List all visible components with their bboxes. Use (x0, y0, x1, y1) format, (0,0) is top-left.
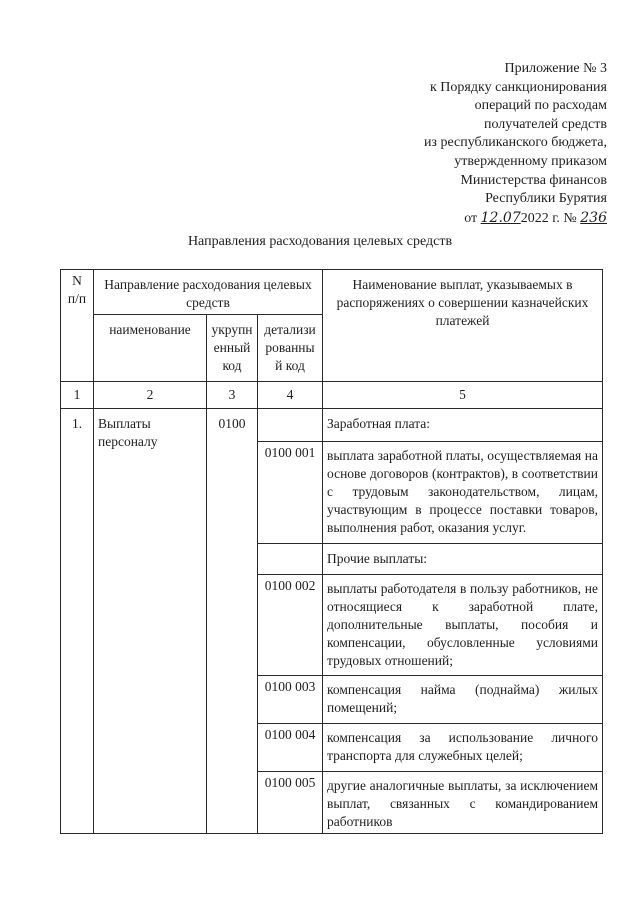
date-suffix: 2022 г. № (520, 210, 577, 226)
item-text: Прочие выплаты: (323, 544, 603, 575)
item-code: 0100 001 (258, 442, 323, 544)
appendix-line: из республиканского бюджета, (423, 135, 607, 151)
row-aggregated-code: 0100 (207, 409, 258, 834)
appendix-line: получателей средств (483, 116, 607, 132)
appendix-line: операций по расходам (474, 98, 607, 114)
row-num: 1. (61, 409, 94, 834)
header-row (61, 270, 603, 315)
item-text: Заработная плата: (323, 409, 603, 442)
order-date-line (347, 209, 607, 229)
header-num: N п/п (61, 270, 94, 382)
item-text: компенсация найма (поднайма) жилых помещений; (323, 676, 603, 724)
header-payments: Наименование выплат, указываемых в распоряжениях о совершении казначейских платежей (323, 270, 603, 382)
header-detailed-code: детализированный код (258, 315, 323, 382)
item-code: 0100 005 (258, 772, 323, 834)
header-aggregated-code: укрупненный код (207, 315, 258, 382)
item-code: 0100 002 (258, 575, 323, 676)
appendix-header (347, 60, 607, 228)
appendix-line: Республики Бурятия (485, 191, 607, 207)
appendix-line: к Порядку санкционирования (429, 79, 607, 95)
item-text: другие аналогичные выплаты, за исключением выплат, связанных с командированием работников (323, 772, 603, 834)
col-number: 1 (61, 382, 94, 409)
row-name: Выплаты персоналу (94, 409, 207, 834)
item-code (258, 409, 323, 442)
document-title: Направления расходования целевых средств (187, 234, 453, 249)
appendix-line: Министерства финансов (460, 172, 607, 188)
item-text: компенсация за использование личного транспорта для служебных целей; (323, 724, 603, 772)
handwritten-date: 12.07 (480, 209, 521, 226)
header-direction: Направление расходования целевых средств (94, 270, 323, 315)
column-number-row (61, 382, 603, 409)
appendix-line: утвержденному приказом (454, 153, 607, 169)
col-number: 5 (323, 382, 603, 409)
item-text: выплата заработной платы, осуществляемая на основе договоров (контрактов), в соответствии с трудовым законодательством, лицам, участвующим в процессе поставки товаров, выполнения работ, оказания услуг. (323, 442, 603, 544)
col-number: 4 (258, 382, 323, 409)
item-code: 0100 004 (258, 724, 323, 772)
item-code (258, 544, 323, 575)
table-row (61, 409, 603, 442)
appendix-line: Приложение № 3 (504, 61, 607, 76)
header-name: наименование (94, 315, 207, 382)
col-number: 2 (94, 382, 207, 409)
item-code: 0100 003 (258, 676, 323, 724)
date-prefix: от (464, 210, 478, 226)
expenditure-table (60, 269, 603, 834)
col-number: 3 (207, 382, 258, 409)
item-text: выплаты работодателя в пользу работников, не относящиеся к заработной плате, дополнительные выплаты, пособия и компенсации, обусловленные условиями трудовых отношений; (323, 575, 603, 676)
handwritten-number: 236 (580, 209, 607, 226)
